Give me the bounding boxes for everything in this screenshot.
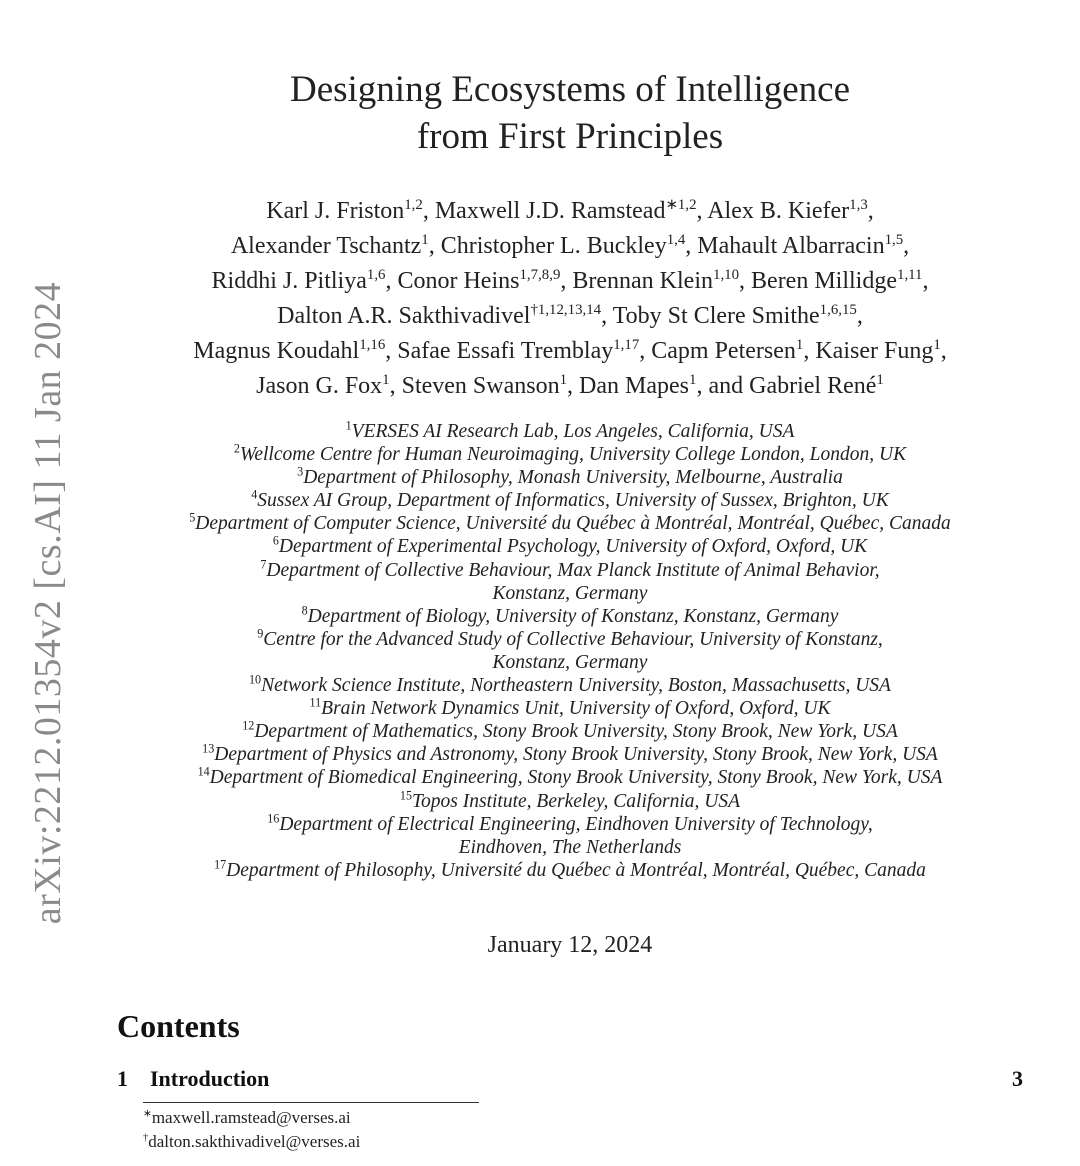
author-affiliation-marks: 1 [559, 371, 568, 388]
author-separator: , [940, 338, 947, 364]
footnote [143, 1106, 360, 1130]
author-affiliation-marks: 1 [421, 231, 429, 248]
affiliation-text: Department of Mathematics, Stony Brook University, Stony Brook, New York, USA [254, 721, 898, 743]
affiliation-line [100, 420, 1040, 443]
affiliation-line [100, 605, 1040, 628]
toc-entry-page: 3 [1012, 1066, 1023, 1091]
affiliation-number: 12 [242, 718, 255, 733]
footnote-mark: † [143, 1132, 149, 1144]
affiliation-line [100, 836, 1040, 859]
author-name: Steven Swanson [401, 373, 560, 399]
affiliation-text: Department of Philosophy, Monash University, Melbourne, Australia [303, 467, 843, 489]
author-separator: , [422, 198, 435, 224]
paper-date: January 12, 2024 [487, 932, 653, 958]
footnote-rule [143, 1102, 479, 1103]
title-line: Designing Ecosystems of Intelligence [289, 69, 850, 110]
affiliation-line [100, 743, 1040, 766]
author-separator: , [803, 338, 816, 364]
author-line [100, 334, 1040, 369]
author-name: Jason G. Fox [256, 373, 383, 399]
author-name: Capm Petersen [651, 338, 796, 364]
toc-entry-introduction[interactable] [117, 1066, 1023, 1092]
affiliation-line [100, 582, 1040, 605]
affiliation-text: VERSES AI Research Lab, Los Angeles, California, USA [351, 421, 795, 442]
affiliation-text: Eindhoven, The Netherlands [458, 836, 682, 858]
author-name: Gabriel René [749, 373, 877, 399]
affiliation-text: Wellcome Centre for Human Neuroimaging, University College London, London, UK [239, 444, 907, 466]
author-name: Riddhi J. Pitliya [211, 268, 367, 294]
affiliation-line [100, 813, 1040, 836]
affiliation-text: Sussex AI Group, Department of Informatics, University of Sussex, Brighton, UK [257, 490, 889, 512]
affiliation-line [100, 720, 1040, 743]
affiliation-number: 15 [399, 788, 412, 803]
author-name: Alexander Tschantz [230, 233, 422, 259]
affiliation-list [100, 420, 1040, 882]
author-separator: , [385, 268, 398, 294]
author-separator: , [922, 268, 929, 294]
author-affiliation-marks: 1,4 [666, 231, 686, 248]
author-affiliation-marks: 1,10 [713, 266, 740, 283]
affiliation-number: 10 [249, 672, 262, 687]
affiliation-line [100, 766, 1040, 789]
affiliation-number: 17 [214, 857, 227, 872]
author-line [100, 264, 1040, 299]
author-affiliation-marks: 1,7,8,9 [519, 266, 561, 283]
author-separator: , [428, 233, 441, 259]
author-affiliation-marks: 1 [382, 371, 390, 388]
paper-title [140, 66, 1000, 160]
author-name: Mahault Albarracin [697, 233, 885, 259]
affiliation-number: 6 [272, 533, 279, 548]
affiliation-line [100, 559, 1040, 582]
author-separator: , [739, 268, 752, 294]
author-separator: , [385, 338, 398, 364]
author-separator: , [639, 338, 652, 364]
author-name: Brennan Klein [572, 268, 713, 294]
affiliation-line [100, 512, 1040, 535]
affiliation-text: Topos Institute, Berkeley, California, USA [412, 790, 741, 812]
affiliation-text: Konstanz, Germany [492, 582, 648, 604]
author-affiliation-marks: 1,16 [359, 336, 386, 353]
affiliation-line [100, 443, 1040, 466]
affiliation-number: 11 [309, 695, 322, 710]
author-affiliation-marks: 1,3 [849, 196, 868, 213]
affiliation-number: 16 [267, 811, 280, 826]
author-name: Alex B. Kiefer [707, 198, 850, 224]
affiliation-line [100, 790, 1040, 813]
author-affiliation-marks: †1,12,13,14 [530, 301, 602, 318]
affiliation-text: Konstanz, Germany [492, 651, 648, 673]
affiliation-number: 3 [297, 464, 304, 479]
contents-heading: Contents [117, 1008, 240, 1044]
affiliation-line [100, 697, 1040, 720]
author-name: Dalton A.R. Sakthivadivel [277, 303, 531, 329]
toc-entry-title: Introduction [150, 1066, 270, 1091]
author-name: Beren Millidge [751, 268, 897, 294]
affiliation-line [100, 628, 1040, 651]
affiliation-number: 1 [345, 418, 352, 433]
toc-entry-number: 1 [117, 1066, 128, 1091]
affiliation-number: 8 [301, 603, 308, 618]
author-affiliation-marks: 1,6,15 [819, 301, 857, 318]
author-separator: , [389, 373, 402, 399]
author-affiliation-marks: ∗1,2 [665, 196, 697, 213]
affiliation-line [100, 466, 1040, 489]
footnote-mark: ∗ [143, 1108, 152, 1120]
author-affiliation-marks: 1,17 [613, 336, 640, 353]
affiliation-number: 2 [233, 441, 240, 456]
affiliation-number: 4 [251, 487, 258, 502]
affiliation-text: Centre for the Advanced Study of Collective Behaviour, University of Konstanz, [263, 628, 883, 650]
author-separator: , [560, 268, 573, 294]
author-name: Christopher L. Buckley [440, 233, 667, 259]
author-separator: , [567, 373, 580, 399]
author-affiliation-marks: 1 [795, 336, 804, 353]
toc-entry-left [117, 1066, 269, 1092]
affiliation-text: Department of Electrical Engineering, Eindhoven University of Technology, [279, 813, 873, 835]
affiliation-line [100, 535, 1040, 558]
author-affiliation-marks: 1,5 [884, 231, 904, 248]
author-line [100, 229, 1040, 264]
affiliation-line [100, 859, 1040, 882]
author-separator: , [867, 198, 874, 224]
affiliation-text: Network Science Institute, Northeastern University, Boston, Massachusetts, USA [261, 675, 891, 697]
affiliation-text: Department of Experimental Psychology, University of Oxford, Oxford, UK [278, 536, 868, 558]
affiliation-number: 7 [260, 557, 267, 572]
author-affiliation-marks: 1,6 [366, 266, 386, 283]
footnote-email-link[interactable]: maxwell.ramstead@verses.ai [151, 1108, 351, 1127]
affiliation-number: 9 [257, 626, 264, 641]
affiliation-text: Department of Biology, University of Konstanz, Konstanz, Germany [307, 605, 839, 627]
author-name: Toby St Clere Smithe [612, 303, 820, 329]
affiliation-text: Department of Biomedical Engineering, Stony Brook University, Stony Brook, New York, USA [209, 767, 943, 789]
footnotes [143, 1106, 360, 1154]
author-separator: , [685, 233, 698, 259]
affiliation-text: Department of Collective Behaviour, Max Planck Institute of Animal Behavior, [266, 559, 880, 581]
affiliation-line [100, 674, 1040, 697]
author-name: Dan Mapes [579, 373, 690, 399]
author-name: Karl J. Friston [266, 198, 405, 224]
arxiv-watermark: arXiv:2212.01354v2 [cs.AI] 11 Jan 2024 [27, 281, 69, 925]
author-name: Maxwell J.D. Ramstead [434, 198, 666, 224]
author-name: Conor Heins [397, 268, 520, 294]
author-separator: , [601, 303, 613, 329]
author-line [100, 369, 1040, 404]
author-name: Safae Essafi Tremblay [397, 338, 614, 364]
affiliation-number: 13 [202, 741, 215, 756]
footnote-email-link[interactable]: dalton.sakthivadivel@verses.ai [148, 1132, 361, 1151]
title-line: from First Principles [416, 116, 724, 157]
author-affiliation-marks: 1 [876, 371, 884, 388]
affiliation-text: Department of Physics and Astronomy, Stony Brook University, Stony Brook, New York, USA [214, 744, 938, 766]
affiliation-text: Brain Network Dynamics Unit, University of Oxford, Oxford, UK [321, 698, 831, 720]
author-separator: , [696, 198, 708, 224]
author-separator: , [856, 303, 863, 329]
affiliation-number: 14 [197, 764, 210, 779]
footnote [143, 1130, 360, 1154]
author-list [100, 194, 1040, 404]
author-affiliation-marks: 1,2 [404, 196, 423, 213]
affiliation-text: Department of Philosophy, Université du Québec à Montréal, Montréal, Québec, Canada [226, 859, 926, 881]
author-affiliation-marks: 1,11 [897, 266, 923, 283]
author-separator: , and [696, 373, 750, 399]
author-separator: , [903, 233, 910, 259]
author-affiliation-marks: 1 [933, 336, 941, 353]
affiliation-text: Department of Computer Science, Université du Québec à Montréal, Montréal, Québec, Canada [195, 513, 951, 535]
author-name: Kaiser Fung [815, 338, 934, 364]
affiliation-line [100, 651, 1040, 674]
author-line [100, 194, 1040, 229]
affiliation-number: 5 [189, 510, 196, 525]
author-line [100, 299, 1040, 334]
author-affiliation-marks: 1 [689, 371, 697, 388]
author-name: Magnus Koudahl [193, 338, 360, 364]
affiliation-line [100, 489, 1040, 512]
